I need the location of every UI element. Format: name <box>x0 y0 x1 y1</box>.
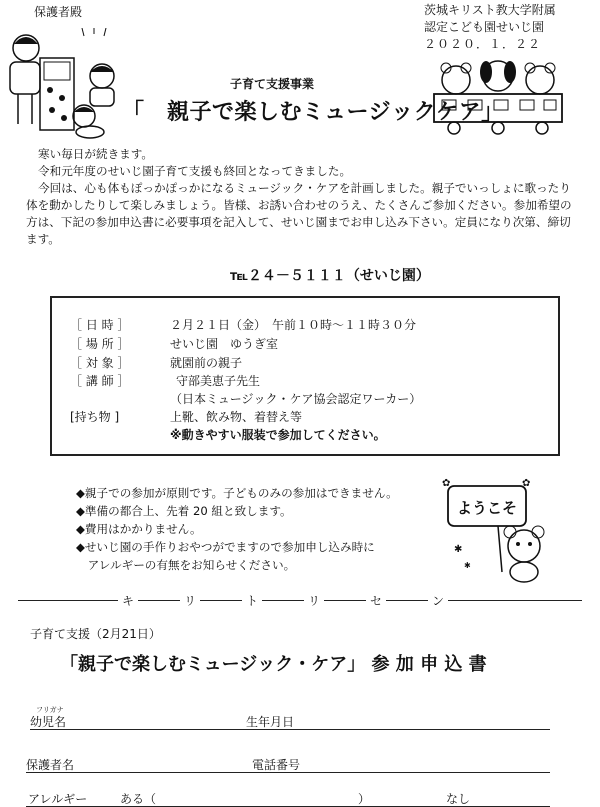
note-item: ◆費用はかかりません。 <box>76 522 202 536</box>
cut-line-char: リ <box>308 594 321 608</box>
form-subtitle: 子育て支援（2月21日） <box>30 627 161 641</box>
child-name-line[interactable] <box>30 729 550 730</box>
detail-label: [持ち物 ] <box>70 410 120 424</box>
puppet-show-illustration <box>4 28 124 140</box>
cut-line-char: ン <box>432 594 445 608</box>
detail-value: せいじ園 ゆうぎ室 <box>170 337 279 351</box>
note-item: ◆せいじ園の手作りおやつがでますので参加申し込み時に <box>76 540 375 554</box>
intro-text <box>26 146 574 248</box>
detail-value: 守部美恵子先生 <box>176 374 261 388</box>
detail-row-target <box>70 354 242 371</box>
birthdate-label: 生年月日 <box>246 715 295 729</box>
detail-label: ［ 講 師 ］ <box>70 374 130 388</box>
note-item: アレルギーの有無をお知らせください。 <box>76 558 296 572</box>
furigana-label: フリガナ <box>36 706 64 714</box>
phone-label: 電話番号 <box>252 758 301 772</box>
notes-list <box>76 484 398 574</box>
event-details-box <box>50 296 560 456</box>
detail-row-date <box>70 316 416 333</box>
event-series-subtitle: 子育て支援事業 <box>230 77 315 91</box>
detail-label: ［ 場 所 ］ <box>70 337 130 351</box>
guardian-line[interactable] <box>26 772 550 773</box>
svg-text:✱: ✱ <box>454 544 463 555</box>
cut-line <box>18 592 582 608</box>
cut-line-char: リ <box>184 594 197 608</box>
detail-note: ※動きやすい服装で参加してください。 <box>170 428 386 442</box>
detail-label: ［ 対 象 ］ <box>70 356 130 370</box>
child-name-label: 幼児名 <box>30 715 67 729</box>
allergy-label: アレルギー <box>28 792 88 806</box>
form-title: 「親子で楽しむミュージック・ケア」 参 加 申 込 書 <box>60 654 487 675</box>
addressee: 保護者殿 <box>34 5 83 19</box>
welcome-sign-text: ようこそ <box>456 499 518 517</box>
detail-note: （日本ミュージック・ケア協会認定ワーカー） <box>170 392 422 406</box>
document-date: ２０２０．１．２２ <box>424 37 542 51</box>
allergy-yes-option[interactable]: ある（ <box>120 792 157 806</box>
org-line-2: 認定こども園せいじ園 <box>424 20 545 34</box>
cut-line-char: セ <box>370 594 383 608</box>
cut-line-char: キ <box>122 594 135 608</box>
org-line-1: 茨城キリスト教大学附属 <box>424 3 556 17</box>
note-item: ◆準備の都合上、先着 20 組と致します。 <box>76 504 292 518</box>
detail-label: ［ 日 時 ］ <box>70 318 130 332</box>
intro-paragraph-2: 令和元年度のせいじ園子育て支援も終回となってきました。 <box>38 164 352 178</box>
detail-row-lecturer-note <box>70 390 421 407</box>
allergy-close-paren: ） <box>358 792 371 806</box>
organization-block <box>424 2 556 53</box>
intro-paragraph-3: 今回は、心も体もぽっかぽっかになるミュージック・ケアを計画しました。親子でいっしょに歌ったり体を動かしたりして楽しみましょう。皆様、お誘い合わせのうえ、たくさんご参加ください。参加希望の方は、下記の参加申込書に必要事項を記入して、せいじ園までお申し込み下さい。定員になり次第、締切ます。 <box>26 181 572 246</box>
page-title: 「 親子で楽しむミュージックケア」 <box>122 100 504 125</box>
contact-phone: ℡２４－５１１１（せいじ園） <box>230 268 430 284</box>
detail-row-items-note <box>70 426 386 443</box>
svg-text:✿: ✿ <box>522 478 531 489</box>
intro-paragraph-1: 寒い毎日が続きます。 <box>38 147 154 161</box>
detail-row-lecturer <box>70 372 260 389</box>
detail-value: 上靴、飲み物、着替え等 <box>170 410 303 424</box>
allergy-no-option[interactable]: なし <box>446 792 471 806</box>
detail-row-place <box>70 335 278 352</box>
cut-line-char: ト <box>246 594 259 608</box>
detail-value: 就園前の親子 <box>170 356 243 370</box>
welcome-bear-illustration <box>440 476 560 584</box>
svg-text:✿: ✿ <box>442 478 451 489</box>
svg-text:✱: ✱ <box>464 561 471 570</box>
guardian-name-label: 保護者名 <box>26 758 75 772</box>
detail-row-items <box>70 408 302 425</box>
note-item: ◆親子での参加が原則です。子どものみの参加はできません。 <box>76 486 398 500</box>
detail-value: ２月２１日（金） 午前１０時～１１時３０分 <box>170 318 417 332</box>
